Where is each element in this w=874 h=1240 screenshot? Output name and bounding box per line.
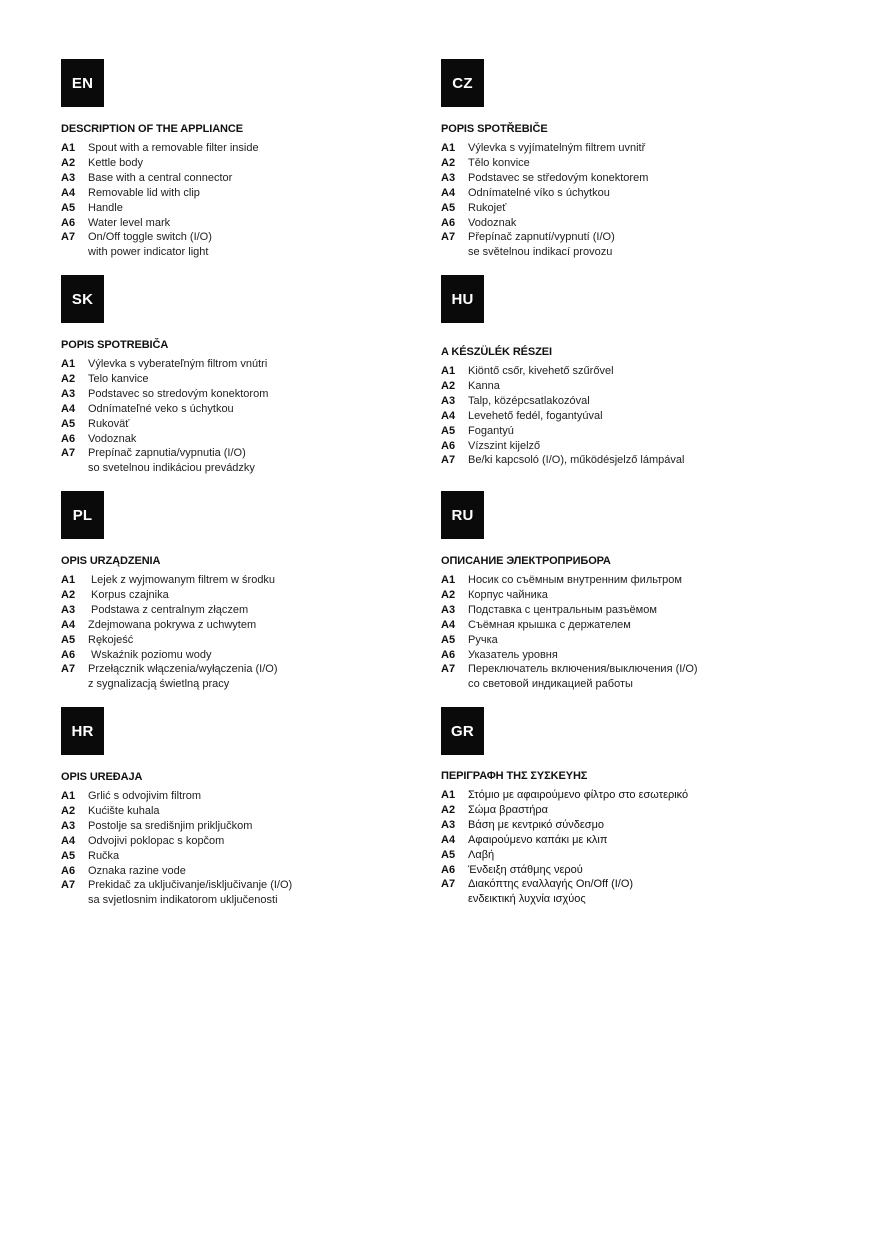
part-description: Podstavec se středovým konektorem	[468, 171, 649, 184]
part-description: Korpus czajnika	[88, 588, 169, 601]
part-code: A1	[61, 574, 76, 586]
list-item	[61, 372, 268, 387]
section-hr	[61, 707, 441, 917]
section-title-ru: ОПИСАНИЕ ЭЛЕКТРОПРИБОРА	[441, 555, 611, 567]
list-item	[61, 201, 259, 216]
part-description: Указатель уровня	[468, 648, 558, 661]
part-description: Base with a central connector	[88, 171, 233, 184]
section-title-en: DESCRIPTION OF THE APPLIANCE	[61, 123, 243, 135]
list-item	[441, 863, 688, 878]
part-description: Handle	[88, 201, 123, 214]
parts-list-en	[61, 141, 259, 260]
parts-list-ru	[441, 573, 698, 692]
list-item	[61, 186, 259, 201]
part-code: A1	[441, 574, 456, 586]
part-code: A2	[441, 379, 456, 392]
part-code: A6	[61, 648, 76, 661]
parts-list-gr	[441, 788, 688, 907]
part-description: Съёмная крышка с держателем	[468, 618, 631, 631]
list-item	[441, 803, 688, 818]
list-item	[441, 156, 648, 171]
list-item	[61, 432, 268, 447]
part-code: A2	[61, 372, 76, 385]
part-code: A3	[441, 818, 456, 831]
part-code: A2	[441, 588, 456, 601]
list-item	[441, 877, 688, 892]
part-description: Prepínač zapnutia/vypnutia (I/O)	[88, 447, 246, 460]
list-item-continuation: so svetelnou indikáciou prevádzky	[88, 462, 255, 475]
part-code: A4	[441, 186, 456, 199]
list-item	[441, 818, 688, 833]
part-code: A5	[441, 424, 456, 437]
part-description: Носик со съёмным внутренним фильтром	[468, 574, 682, 586]
section-cz	[441, 59, 821, 269]
list-item	[61, 156, 259, 171]
part-description: Βάση με κεντρικό σύνδεσμο	[468, 818, 605, 831]
part-code: A4	[61, 834, 76, 847]
part-description: Výlevka s vyjímatelným filtrem uvnitř	[468, 142, 646, 154]
part-description: Levehető fedél, fogantyúval	[468, 409, 603, 422]
section-ru	[441, 491, 821, 701]
list-item-continuation: ενδεικτική λυχνία ισχύος	[468, 893, 586, 906]
part-description: Kanna	[468, 379, 500, 392]
list-item	[441, 409, 684, 424]
language-badge-hr: HR	[61, 707, 104, 755]
section-sk	[61, 275, 441, 485]
list-item	[61, 387, 268, 402]
part-description: Корпус чайника	[468, 588, 548, 601]
part-description: Výlevka s vyberateľným filtrom vnútri	[88, 358, 268, 370]
list-item	[61, 834, 292, 849]
list-item	[441, 394, 684, 409]
part-description: Tělo konvice	[468, 156, 530, 169]
part-description: Przełącznik włączenia/wyłączenia (I/O)	[88, 663, 278, 676]
part-code: A3	[61, 603, 76, 616]
part-description: Podstavec so stredovým konektorom	[88, 387, 269, 400]
part-description: Přepínač zapnutí/vypnutí (I/O)	[468, 231, 615, 244]
part-code: A3	[441, 603, 456, 616]
part-description: On/Off toggle switch (I/O)	[88, 231, 212, 244]
part-description: Rukojeť	[468, 201, 507, 214]
part-code: A2	[441, 803, 456, 816]
part-code: A2	[61, 588, 76, 601]
list-item	[441, 603, 698, 618]
list-item	[61, 171, 259, 186]
part-code: A5	[61, 417, 76, 430]
section-title-hu: A KÉSZÜLÉK RÉSZEI	[441, 346, 552, 358]
list-item	[61, 789, 292, 804]
list-item	[61, 864, 292, 879]
language-badge-sk: SK	[61, 275, 104, 323]
part-code: A2	[61, 156, 76, 169]
part-code: A1	[441, 365, 456, 377]
list-item	[61, 230, 259, 245]
part-description: Lejek z wyjmowanym filtrem w środku	[88, 574, 276, 586]
part-description: Kettle body	[88, 156, 144, 169]
part-code: A3	[61, 387, 76, 400]
part-description: Ένδειξη στάθμης νερού	[468, 863, 583, 876]
part-code: A2	[441, 156, 456, 169]
list-item	[441, 833, 688, 848]
part-description: Podstawa z centralnym złączem	[88, 603, 249, 616]
list-item	[441, 439, 684, 454]
parts-list-sk	[61, 357, 268, 476]
part-code: A4	[441, 409, 456, 422]
list-item	[61, 633, 278, 648]
list-item	[441, 230, 648, 245]
language-badge-en: EN	[61, 59, 104, 107]
part-code: A5	[61, 849, 76, 862]
part-code: A2	[61, 804, 76, 817]
part-code: A4	[61, 402, 76, 415]
parts-list-hr	[61, 789, 292, 908]
part-code: A7	[441, 454, 456, 467]
part-code: A3	[441, 171, 456, 184]
section-title-pl: OPIS URZĄDZENIA	[61, 555, 161, 567]
list-item	[441, 171, 648, 186]
list-item	[61, 141, 259, 156]
list-item	[441, 186, 648, 201]
part-description: Ručka	[88, 849, 120, 862]
part-description: Rukoväť	[88, 417, 130, 430]
list-item	[441, 848, 688, 863]
section-title-gr: ΠΕΡΙΓΡΑΦΗ ΤΗΣ ΣΥΣΚΕΥΗΣ	[441, 770, 588, 782]
part-description: Λαβή	[468, 848, 495, 861]
list-item	[441, 788, 688, 803]
part-description: Zdejmowana pokrywa z uchwytem	[88, 618, 257, 631]
list-item	[61, 588, 278, 603]
section-pl	[61, 491, 441, 701]
part-code: A5	[61, 201, 76, 214]
part-description: Odvojivi poklopac s kopčom	[88, 834, 225, 847]
part-description: Prekidač za uključivanje/isključivanje (I/O)	[88, 879, 293, 892]
language-badge-cz: CZ	[441, 59, 484, 107]
part-code: A6	[441, 648, 456, 661]
part-code: A1	[441, 142, 456, 154]
list-item	[61, 618, 278, 633]
part-code: A4	[61, 618, 76, 631]
list-item	[441, 453, 684, 468]
part-description: Kućište kuhala	[88, 804, 160, 817]
part-code: A7	[441, 663, 456, 676]
list-item	[441, 588, 698, 603]
part-description: Ручка	[468, 633, 498, 646]
list-item	[441, 573, 698, 588]
part-description: Vodoznak	[88, 432, 137, 445]
list-item	[61, 648, 278, 663]
part-code: A4	[441, 618, 456, 631]
part-description: Oznaka razine vode	[88, 864, 186, 877]
part-description: Postolje sa središnjim priključkom	[88, 819, 253, 832]
part-description: Grlić s odvojivim filtrom	[88, 790, 202, 802]
parts-list-pl	[61, 573, 278, 692]
list-item	[441, 424, 684, 439]
part-code: A6	[441, 216, 456, 229]
language-badge-pl: PL	[61, 491, 104, 539]
part-code: A5	[61, 633, 76, 646]
part-description: Vodoznak	[468, 216, 517, 229]
part-description: Переключатель включения/выключения (I/O)	[468, 663, 698, 676]
list-item	[441, 364, 684, 379]
part-code: A5	[441, 633, 456, 646]
list-item	[441, 618, 698, 633]
part-code: A1	[61, 790, 76, 802]
list-item	[61, 849, 292, 864]
part-code: A7	[61, 879, 76, 892]
list-item-continuation: z sygnalizacją świetlną pracy	[88, 678, 230, 691]
part-code: A7	[441, 878, 456, 891]
part-description: Σώμα βραστήρα	[468, 803, 548, 816]
part-description: Διακόπτης εναλλαγής On/Off (I/O)	[468, 878, 634, 891]
list-item	[61, 819, 292, 834]
list-item	[441, 633, 698, 648]
part-code: A6	[61, 864, 76, 877]
part-code: A5	[441, 201, 456, 214]
list-item	[441, 648, 698, 663]
language-badge-hu: HU	[441, 275, 484, 323]
part-description: Odnímatelné víko s úchytkou	[468, 186, 610, 199]
part-description: Spout with a removable filter inside	[88, 142, 259, 154]
list-item-continuation: со световой индикацией работы	[468, 678, 633, 691]
part-code: A7	[61, 447, 76, 460]
list-item	[61, 662, 278, 677]
part-code: A7	[441, 231, 456, 244]
language-badge-ru: RU	[441, 491, 484, 539]
part-description: Kiöntő csőr, kivehető szűrővel	[468, 365, 614, 377]
part-code: A7	[61, 231, 76, 244]
language-badge-gr: GR	[441, 707, 484, 755]
list-item	[61, 573, 278, 588]
list-item-continuation: sa svjetlosnim indikatorom uključenosti	[88, 894, 278, 907]
part-description: Removable lid with clip	[88, 186, 200, 199]
part-code: A6	[61, 216, 76, 229]
list-item	[441, 216, 648, 231]
parts-list-cz	[441, 141, 648, 260]
part-description: Talp, középcsatlakozóval	[468, 394, 590, 407]
list-item	[61, 402, 268, 417]
part-code: A6	[441, 439, 456, 452]
list-item	[441, 662, 698, 677]
section-gr	[441, 707, 821, 917]
list-item	[441, 201, 648, 216]
part-description: Water level mark	[88, 216, 171, 229]
part-code: A7	[61, 663, 76, 676]
part-description: Подставка с центральным разъёмом	[468, 603, 657, 616]
list-item	[61, 357, 268, 372]
part-code: A1	[441, 789, 456, 801]
section-title-cz: POPIS SPOTŘEBIČE	[441, 123, 548, 135]
part-code: A6	[441, 863, 456, 876]
part-code: A4	[61, 186, 76, 199]
part-code: A3	[441, 394, 456, 407]
section-title-sk: POPIS SPOTREBIČA	[61, 339, 169, 351]
section-title-hr: OPIS UREĐAJA	[61, 771, 143, 783]
list-item	[441, 141, 648, 156]
part-code: A4	[441, 833, 456, 846]
list-item	[61, 804, 292, 819]
part-description: Vízszint kijelző	[468, 439, 541, 452]
part-description: Odnímateľné veko s úchytkou	[88, 402, 234, 415]
part-description: Be/ki kapcsoló (I/O), működésjelző lámpával	[468, 454, 685, 467]
part-description: Telo kanvice	[88, 372, 149, 385]
part-code: A1	[61, 142, 76, 154]
part-code: A6	[61, 432, 76, 445]
part-code: A3	[61, 171, 76, 184]
part-description: Αφαιρούμενο καπάκι με κλιπ	[468, 833, 608, 846]
part-description: Wskaźnik poziomu wody	[88, 648, 212, 661]
section-hu	[441, 275, 821, 485]
list-item	[61, 878, 292, 893]
part-description: Στόμιο με αφαιρούμενο φίλτρο στο εσωτερικό	[468, 789, 689, 801]
list-item	[61, 603, 278, 618]
part-code: A1	[61, 358, 76, 370]
part-description: Rękojeść	[88, 633, 134, 646]
list-item	[61, 417, 268, 432]
list-item-continuation: se světelnou indikací provozu	[468, 246, 613, 259]
list-item-continuation: with power indicator light	[88, 246, 209, 259]
part-code: A5	[441, 848, 456, 861]
part-description: Fogantyú	[468, 424, 514, 437]
list-item	[61, 446, 268, 461]
list-item	[61, 216, 259, 231]
part-code: A3	[61, 819, 76, 832]
section-en	[61, 59, 441, 269]
list-item	[441, 379, 684, 394]
parts-list-hu	[441, 364, 684, 468]
